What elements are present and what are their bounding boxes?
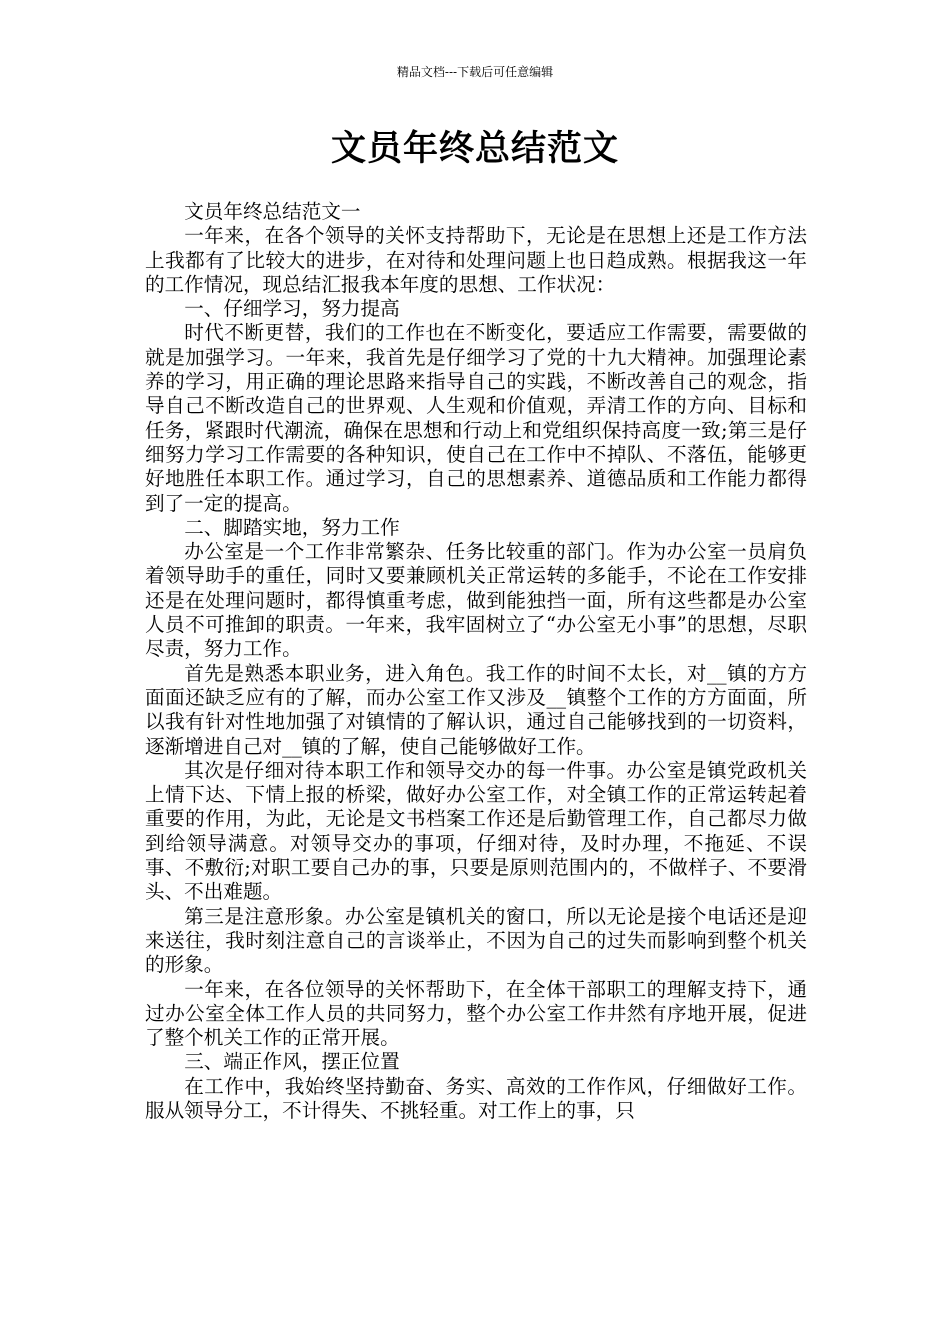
paragraph-second: 其次是仔细对待本职工作和领导交办的每一件事。办公室是镇党政机关上情下达、下情上报的桥梁，做好办公室工作，对全镇工作的正常运转起着重要的作用，为此，无论是文书档案工作还是后勤管理工作，自己都尽力做到给领导满意。对领导交办的事项，仔细对待，及时办理，不拖延、不误事、不敷衍;对职工要自己办的事，只要是原则范围内的，不做样子、不要滑头、不出难题。: [145, 758, 807, 904]
paragraph-third: 第三是注意形象。办公室是镇机关的窗口，所以无论是接个电话还是迎来送往，我时刻注意自己的言谈举止，不因为自己的过失而影响到整个机关的形象。: [145, 904, 807, 977]
section-heading-1: 一、仔细学习，努力提高: [184, 297, 400, 321]
header-note: 精品文档---下载后可任意编辑: [396, 65, 554, 79]
paragraph-office: 办公室是一个工作非常繁杂、任务比较重的部门。作为办公室一员肩负着领导助手的重任，同时又要兼顾机关正常运转的多能手，不论在工作安排还是在处理问题时，都得慎重考虑，做到能独挡一面，所有这些都是办公室人员不可推卸的职责。一年来，我牢固树立了“办公室无小事”的思想，尽职尽责，努力工作。: [145, 540, 807, 661]
paragraph-first: 首先是熟悉本职业务，进入角色。我工作的时间不太长，对__镇的方方面面还缺乏应有的了解，而办公室工作又涉及__镇整个工作的方方面面，所以我有针对性地加强了对镇情的了解认识，通过自己能够找到的一切资料，逐渐增进自己对__镇的了解，使自己能够做好工作。: [145, 661, 807, 758]
section-heading-2: 二、脚踏实地，努力工作: [184, 515, 400, 539]
document-body: [145, 200, 807, 1123]
paragraph-study: 时代不断更替，我们的工作也在不断变化，要适应工作需要，需要做的就是加强学习。一年来，我首先是仔细学习了党的十九大精神。加强理论素养的学习，用正确的理论思路来指导自己的实践，不断改善自己的观念，指导自己不断改造自己的世界观、人生观和价值观，弄清工作的方向、目标和任务，紧跟时代潮流，确保在思想和行动上和党组织保持高度一致;第三是仔细努力学习工作需要的各种知识，使自己在工作中不掉队、不落伍，能够更好地胜任本职工作。通过学习，自己的思想素养、道德品质和工作能力都得到了一定的提高。: [145, 321, 807, 515]
paragraph-intro: 一年来，在各个领导的关怀支持帮助下，无论是在思想上还是工作方法上我都有了比较大的进步，在对待和处理问题上也日趋成熟。根据我这一年的工作情况，现总结汇报我本年度的思想、工作状况：: [145, 224, 807, 296]
document-title: 文员年终总结范文: [330, 129, 619, 169]
paragraph-work-style: 在工作中，我始终坚持勤奋、务实、高效的工作作风，仔细做好工作。服从领导分工，不计得失、不挑轻重。对工作上的事，只: [145, 1074, 807, 1122]
paragraph-subtitle: 文员年终总结范文一: [184, 200, 361, 223]
paragraph-year-summary: 一年来，在各位领导的关怀帮助下，在全体干部职工的理解支持下，通过办公室全体工作人员的共同努力，整个办公室工作井然有序地开展，促进了整个机关工作的正常开展。: [145, 977, 807, 1050]
section-heading-3: 三、端正作风，摆正位置: [184, 1050, 400, 1074]
